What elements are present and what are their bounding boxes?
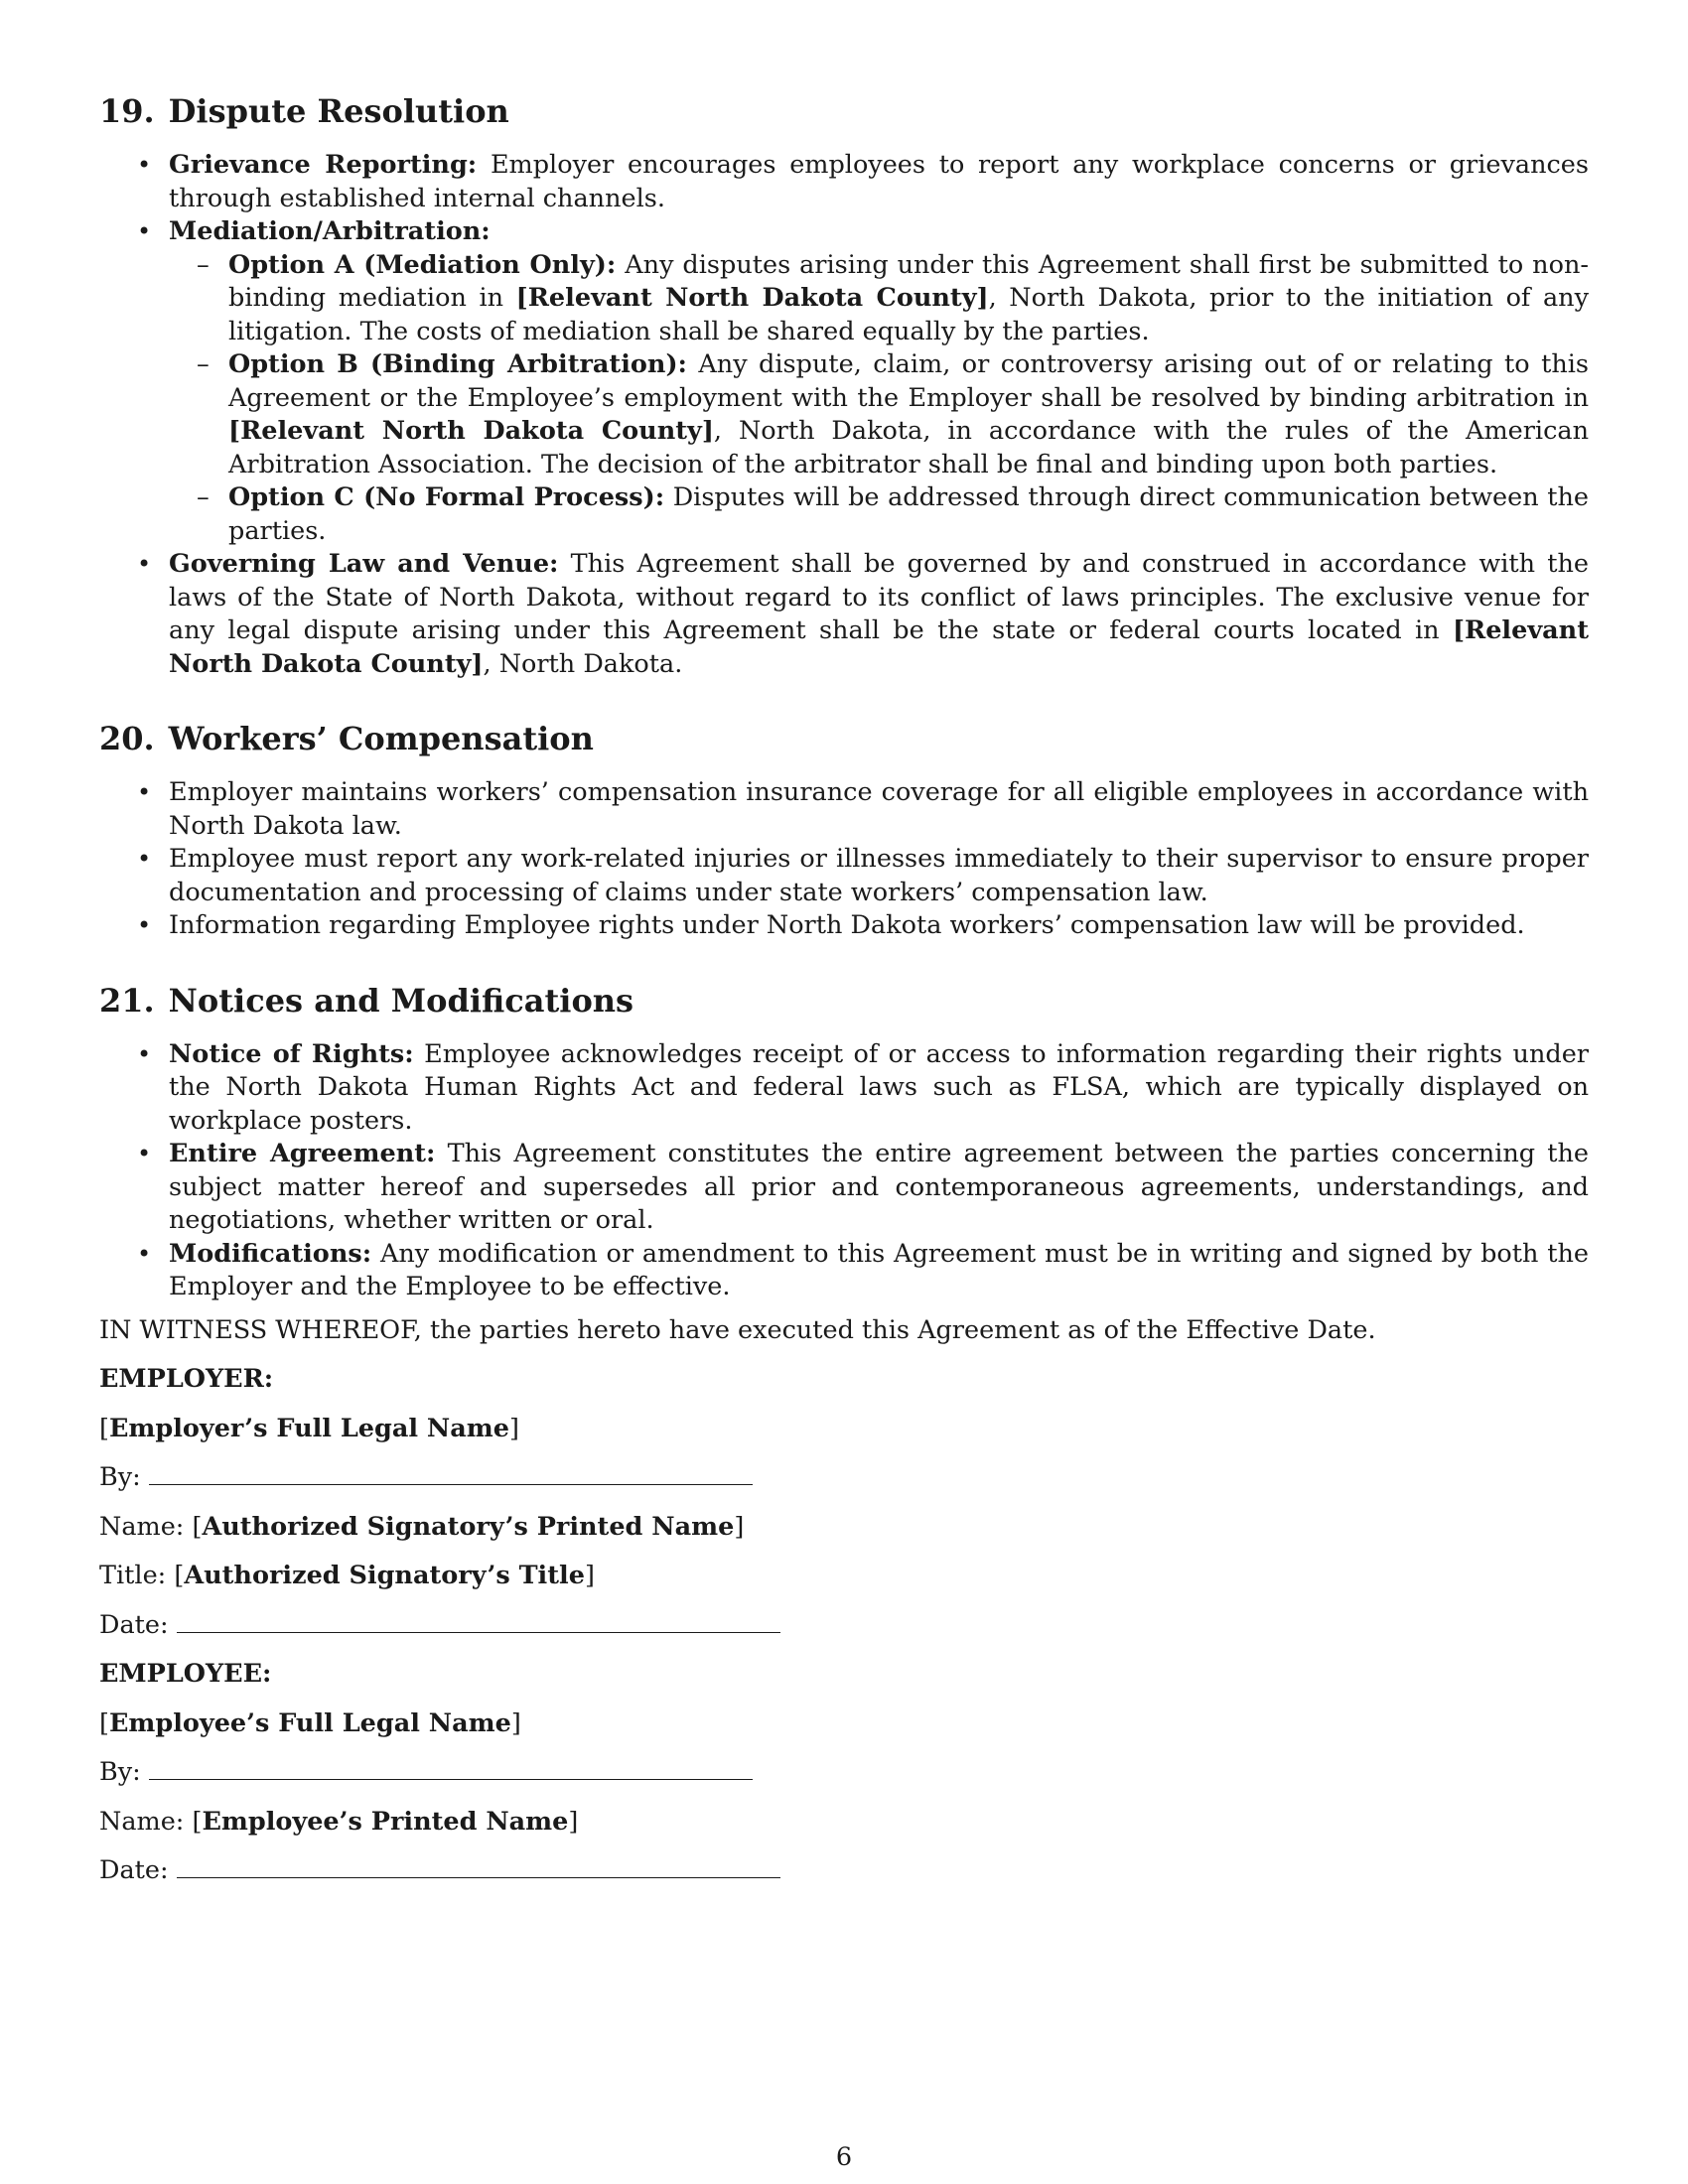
- employer-signature-block: [99, 1363, 1589, 1642]
- employee-date-row: Date:: [99, 1854, 1589, 1888]
- employee-heading: EMPLOYEE:: [99, 1659, 272, 1689]
- list-item-entire-agreement: • Entire Agreement: This Agreement constitutes the entire agreement between the parties concerning the subject matter hereof and supersedes all prior and contemporaneous agreements, understandings, and negotiations, whether written or oral.: [99, 1138, 1589, 1238]
- list-item: • Information regarding Employee rights under North Dakota workers’ compensation law will be provided.: [99, 909, 1589, 943]
- employee-signature-block: [99, 1658, 1589, 1888]
- employer-by-row: By:: [99, 1461, 1589, 1495]
- employer-name-row: Name: [Authorized Signatory’s Printed Name]: [99, 1511, 745, 1542]
- employer-date-row: Date:: [99, 1609, 1589, 1643]
- list-item-grievance: • Grievance Reporting: Employer encourages employees to report any workplace concerns or grievances through established internal channels.: [99, 149, 1589, 215]
- employee-legal-name: [Employee’s Full Legal Name]: [99, 1707, 521, 1738]
- sub-list: [169, 249, 1589, 549]
- employer-title-row: Title: [Authorized Signatory’s Title]: [99, 1561, 595, 1590]
- list-item-governing-law: • Governing Law and Venue: This Agreement shall be governed by and construed in accordance with the laws of the State of North Dakota, without regard to its conflict of laws principles. The exclusive venue for any legal dispute arising under this Agreement shall be the state or federal courts located in [Relevant North Dakota County], North Dakota.: [99, 548, 1589, 681]
- list-item-mediation: • Mediation/Arbitration: – Option A (Mediation Only): Any disputes arising under this Agreement shall first be submitted to non-binding mediation in [Relevant North Dakota County], North Dakota, prior to the initiation of any litigation. The costs of mediation shall be shared equally by the parties. – Option B (Binding Arbitration): Any dispute, claim, or controversy arising out of or relating to this Agreement or the Employee’s employment with the Employer shall be resolved by binding arbitration in [Relevant North Dakota County], North Dakota, in accordance with the rules of the American Arbitration Association. The decision of the arbitrator shall be final and binding upon both parties. – Option C (No Formal Process): Disputes will be addressed through direct communication between the parties.: [99, 215, 1589, 548]
- employer-signature-line[interactable]: [149, 1462, 753, 1485]
- section-notices-modifications: [99, 981, 1589, 1304]
- bullet-list: [99, 149, 1589, 681]
- employee-signature-line[interactable]: [149, 1757, 753, 1780]
- list-item-modifications: • Modifications: Any modification or amendment to this Agreement must be in writing and signed by both the Employer and the Employee to be effective.: [99, 1238, 1589, 1304]
- section-workers-compensation: [99, 719, 1589, 943]
- section-heading: 19. Dispute Resolution: [99, 92, 509, 130]
- section-heading: 20. Workers’ Compensation: [99, 720, 594, 757]
- sub-item-option-a: – Option A (Mediation Only): Any disputes arising under this Agreement shall first be submitted to non-binding mediation in [Relevant North Dakota County], North Dakota, prior to the initiation of any litigation. The costs of mediation shall be shared equally by the parties.: [169, 249, 1589, 349]
- document-page: [99, 91, 1589, 1888]
- employee-date-line[interactable]: [177, 1855, 780, 1878]
- employee-name-row: Name: [Employee’s Printed Name]: [99, 1806, 579, 1837]
- section-heading: 21. Notices and Modifications: [99, 981, 634, 1020]
- employer-heading: EMPLOYER:: [99, 1364, 274, 1394]
- list-item: • Employer maintains workers’ compensation insurance coverage for all eligible employees in accordance with North Dakota law.: [99, 776, 1589, 843]
- sub-item-option-c: – Option C (No Formal Process): Disputes will be addressed through direct communication between the parties.: [169, 481, 1589, 548]
- employer-legal-name: [Employer’s Full Legal Name]: [99, 1413, 519, 1443]
- bullet-list: [99, 1038, 1589, 1304]
- list-item: • Employee must report any work-related injuries or illnesses immediately to their supervisor to ensure proper documentation and processing of claims under state workers’ compensation law.: [99, 843, 1589, 909]
- section-dispute-resolution: [99, 91, 1589, 681]
- page-number: 6: [835, 2142, 853, 2172]
- bullet-list: [99, 776, 1589, 943]
- sub-item-option-b: – Option B (Binding Arbitration): Any dispute, claim, or controversy arising out of or relating to this Agreement or the Employee’s employment with the Employer shall be resolved by binding arbitration in [Relevant North Dakota County], North Dakota, in accordance with the rules of the American Arbitration Association. The decision of the arbitrator shall be final and binding upon both parties.: [169, 348, 1589, 481]
- employer-date-line[interactable]: [177, 1610, 780, 1633]
- witness-statement: IN WITNESS WHEREOF, the parties hereto have executed this Agreement as of the Effective Date.: [99, 1314, 1376, 1345]
- list-item-notice-of-rights: • Notice of Rights: Employee acknowledges receipt of or access to information regarding their rights under the North Dakota Human Rights Act and federal laws such as FLSA, which are typically displayed on workplace posters.: [99, 1038, 1589, 1139]
- employee-by-row: By:: [99, 1756, 1589, 1790]
